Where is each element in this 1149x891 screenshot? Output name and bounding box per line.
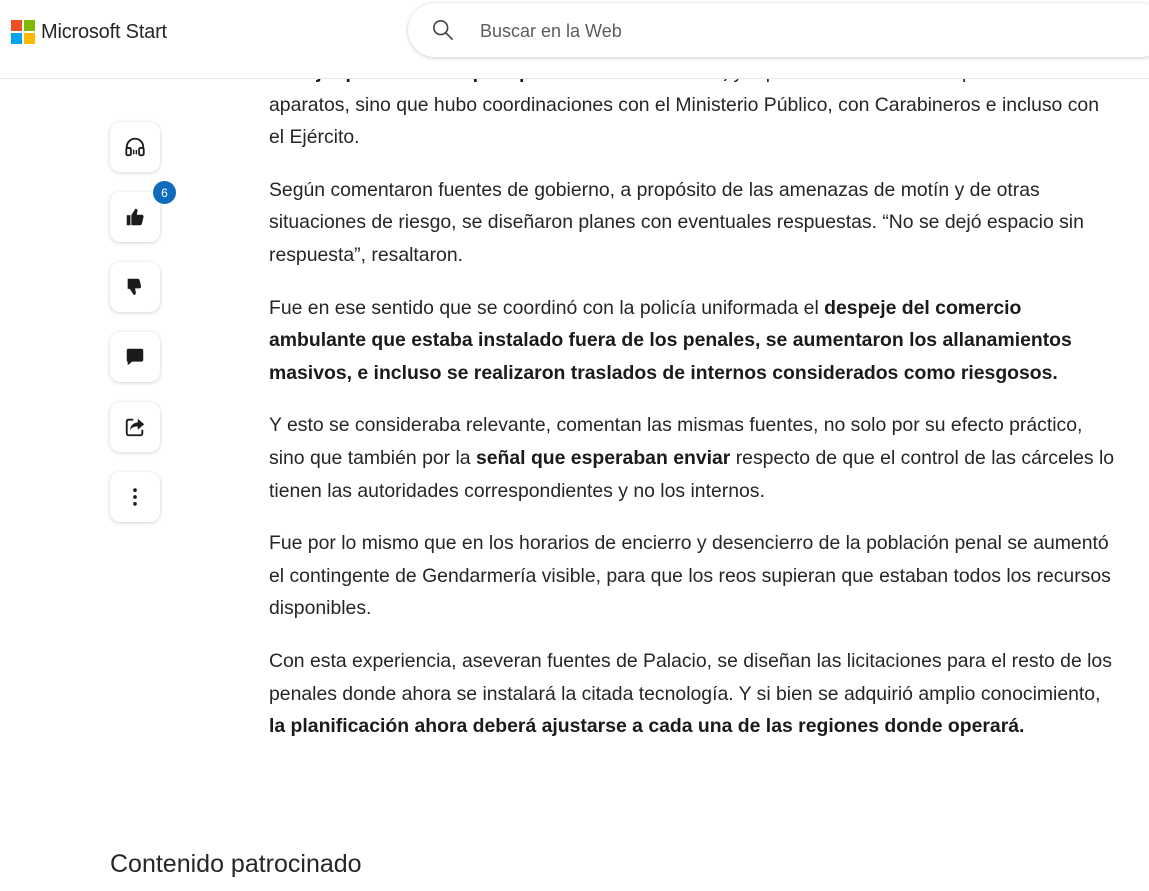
listen-button[interactable] <box>110 122 160 172</box>
logo-square-green <box>24 20 35 31</box>
article-paragraph <box>269 292 1119 390</box>
article-body <box>269 56 1119 763</box>
article-paragraph <box>269 527 1119 625</box>
sponsored-content-heading: Contenido patrocinado <box>110 850 362 878</box>
top-header <box>0 0 1149 79</box>
bold-text: despeje del comercio ambulante que estaba instalado fuera de los penales, se aumentaron los allanamientos masivos, e incluso se realizaron traslados de internos considerados como riesgosos. <box>269 296 1072 384</box>
bold-text: la planificación ahora deberá ajustarse a cada una de las regiones donde operará. <box>269 715 1025 738</box>
logo-square-yellow <box>24 33 35 44</box>
like-count-badge: 6 <box>151 179 178 206</box>
share-button[interactable] <box>110 402 160 452</box>
share-icon <box>124 416 146 438</box>
more-vertical-icon <box>124 486 146 508</box>
search-icon <box>432 19 454 41</box>
text-run: Fue en ese sentido que se coordinó con la policía uniformada el <box>269 296 825 319</box>
search-box[interactable] <box>408 3 1149 57</box>
more-options-button[interactable] <box>110 472 160 522</box>
logo-square-blue <box>11 33 22 44</box>
article-paragraph <box>269 174 1119 272</box>
bold-text: señal que esperaban enviar <box>475 446 731 469</box>
text-run: Con esta experiencia, aseveran fuentes de Palacio, se diseñan las licitaciones para el resto de los penales donde ahora se instalará la citada tecnología. Y si bien se adquirió amplio conocimiento, <box>269 649 1112 705</box>
text-run: respecto de que el control de las cárceles lo tienen las autoridades correspondientes y no los internos. <box>269 446 1115 502</box>
microsoft-logo-icon <box>11 20 35 44</box>
search-input[interactable] <box>478 18 1082 44</box>
thumbs-up-icon <box>124 206 146 228</box>
comment-button[interactable] <box>110 332 160 382</box>
headphones-icon <box>124 136 146 158</box>
thumbs-down-icon <box>124 276 146 298</box>
text-run: aparatos, sino que hubo coordinaciones con el Ministerio Público, con Carabineros e incluso con el Ejército. <box>269 93 1099 149</box>
like-button[interactable] <box>110 185 168 242</box>
text-run: Según comentaron fuentes de gobierno, a propósito de las amenazas de motín y de otras situaciones de riesgo, se diseñaron planes con eventuales respuestas. “No se dejó espacio sin respuesta”, resaltaron. <box>269 178 1084 266</box>
article-paragraph <box>269 645 1119 743</box>
article-paragraph <box>269 409 1119 507</box>
brand-name: Microsoft Start <box>41 20 167 43</box>
text-run: Fue por lo mismo que en los horarios de encierro y desencierro de la población penal se aumentó el contingente de Gendarmería visible, para que los reos supieran que estaban todos los recursos disponibles. <box>269 532 1111 620</box>
brand[interactable] <box>11 19 167 45</box>
logo-square-red <box>11 20 22 31</box>
text-run: Y esto se consideraba relevante, comentan las mismas fuentes, no solo por su efecto práctico, sino que también por la <box>269 414 1083 469</box>
comment-icon <box>124 346 146 368</box>
dislike-button[interactable] <box>110 262 160 312</box>
